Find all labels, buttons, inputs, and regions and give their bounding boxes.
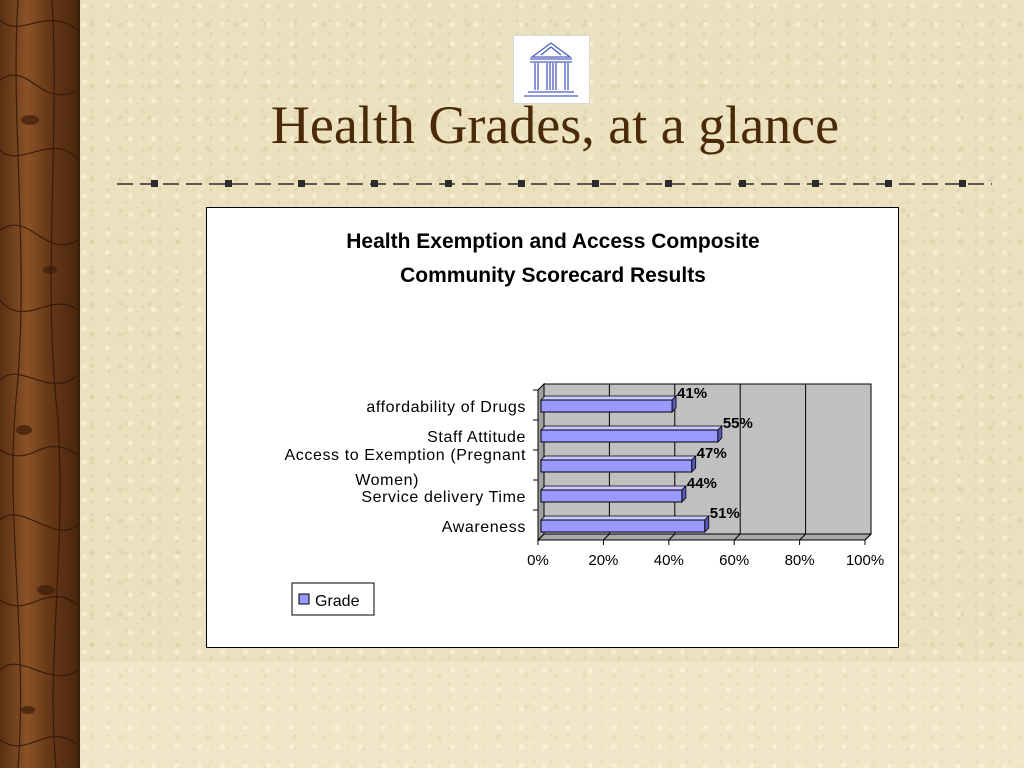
bar-top — [541, 396, 676, 400]
bar — [541, 490, 682, 502]
chart-frame — [206, 207, 899, 648]
x-tick-label: 0% — [527, 552, 549, 569]
temple-logo-icon — [513, 35, 590, 104]
chart-title-line-2: Community Scorecard Results — [400, 264, 706, 287]
x-tick-label: 40% — [653, 552, 684, 569]
background-band — [80, 662, 1024, 768]
category-label — [284, 447, 526, 489]
bar-chart — [207, 208, 897, 646]
chart-title-line-1: Health Exemption and Access Composite — [346, 230, 760, 253]
bar — [541, 400, 672, 412]
x-tick-label: 80% — [784, 552, 815, 569]
legend — [292, 583, 374, 615]
legend-label: Grade — [315, 593, 360, 610]
bar — [541, 460, 692, 472]
wood-texture — [0, 0, 78, 768]
data-label: 44% — [686, 475, 717, 492]
x-tick-label: 20% — [588, 552, 619, 569]
data-label: 47% — [696, 445, 727, 462]
title-divider — [117, 176, 992, 199]
wood-side-strip — [0, 0, 80, 768]
x-tick-label: 60% — [719, 552, 750, 569]
category-label-line: Access to Exemption (Pregnant — [284, 447, 526, 464]
category-label: Awareness — [441, 519, 526, 536]
bar — [541, 430, 718, 442]
data-label: 55% — [722, 415, 753, 432]
x-tick-label: 100% — [845, 552, 885, 569]
legend-swatch — [299, 594, 309, 604]
bar-top — [541, 426, 722, 430]
page-title: Health Grades, at a glance — [270, 95, 840, 155]
bar-top — [541, 486, 686, 490]
category-label: affordability of Drugs — [366, 399, 526, 416]
plot-floor — [538, 534, 871, 540]
data-label: 51% — [709, 505, 740, 522]
bar — [541, 520, 705, 532]
data-label: 41% — [677, 385, 708, 402]
category-label-line: Women) — [355, 472, 419, 489]
category-label: Service delivery Time — [361, 489, 526, 506]
bar-top — [541, 516, 709, 520]
category-label: Staff Attitude — [427, 429, 526, 446]
bar-top — [541, 456, 696, 460]
